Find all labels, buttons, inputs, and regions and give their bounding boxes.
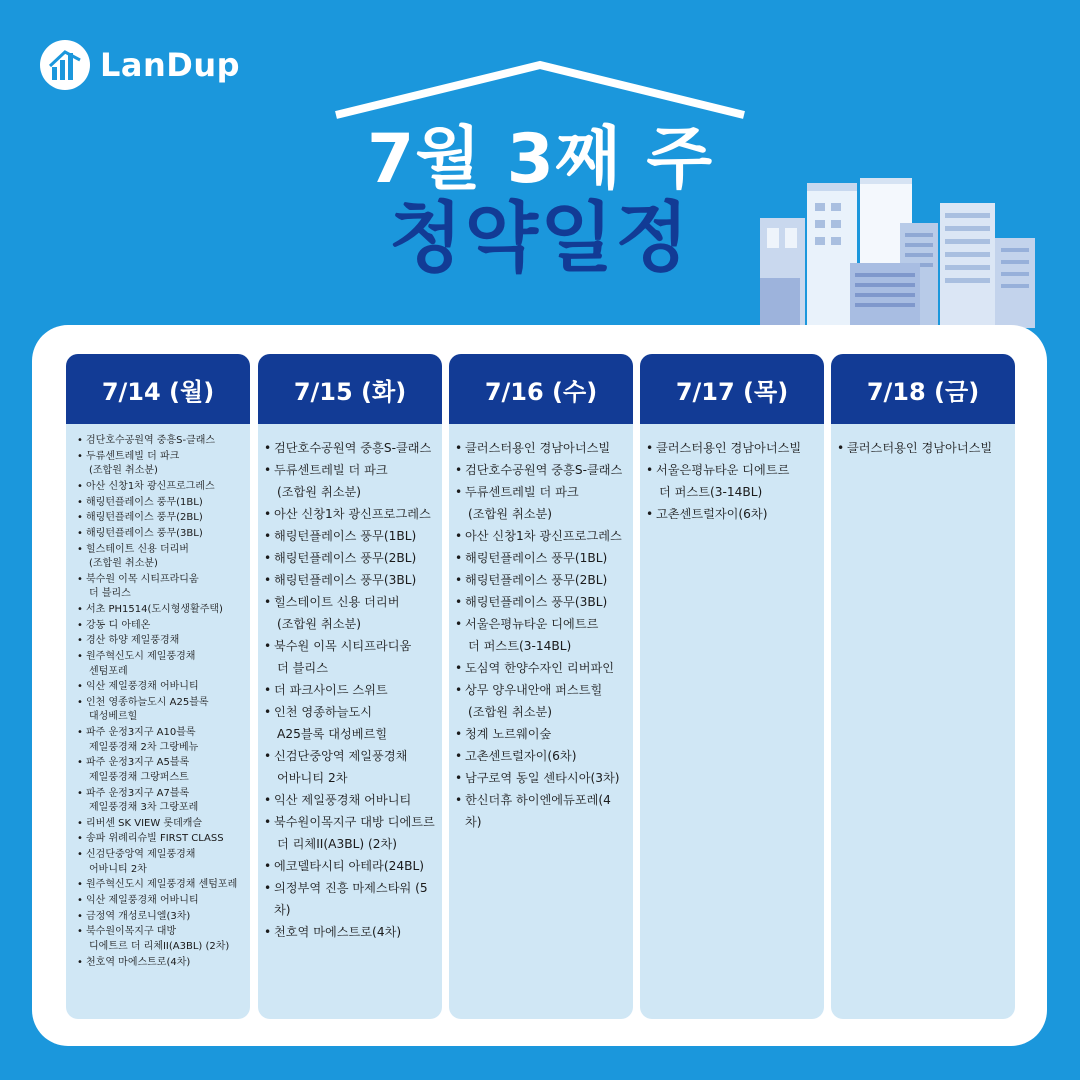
day-column-fri [831,354,1015,1019]
day-items [258,424,442,943]
schedule-item: • 파주 운정3지구 A7블록 제일풍경채 3차 그랑포레 [86,787,246,816]
schedule-item: • 강동 디 아테온 [86,619,246,634]
schedule-item: • 송파 위례리슈빌 FIRST CLASS [86,832,246,847]
schedule-item: • 익산 제일풍경채 어바니티 [86,680,246,695]
day-column-mon [66,354,250,1019]
schedule-item: • 해링턴플레이스 풍무(1BL) [86,496,246,511]
schedule-item: • 두류센트레빌 더 파크 (조합원 취소분) [465,481,627,525]
schedule-item: • 서초 PH1514(도시형생활주택) [86,603,246,618]
schedule-item: • 익산 제일풍경채 어바니티 [274,789,436,811]
schedule-item: • 경산 하양 제일풍경채 [86,634,246,649]
schedule-item: • 클러스터용인 경남아너스빌 [465,437,627,459]
schedule-item: • 해링턴플레이스 풍무(1BL) [274,525,436,547]
schedule-item: • 의정부역 진흥 마제스타워 (5차) [274,877,436,921]
day-items [66,424,250,970]
schedule-item: • 고촌센트럴자이(6차) [656,503,818,525]
day-header: 7/18 (금) [831,354,1015,424]
schedule-item: • 해링턴플레이스 풍무(2BL) [86,511,246,526]
schedule-item: • 검단호수공원역 중흥S-클래스 [465,459,627,481]
brand-name: LanDup [100,46,241,84]
schedule-item: • 아산 신창1차 광신프로그레스 [465,525,627,547]
schedule-item: • 상무 양우내안애 퍼스트힐 (조합원 취소분) [465,679,627,723]
schedule-item: • 인천 영종하늘도시 A25블록 대성베르힐 [274,701,436,745]
brand-logo [40,40,240,90]
day-header: 7/14 (월) [66,354,250,424]
schedule-item: • 북수원이목지구 대방 디에트르 더 리체II(A3BL) (2차) [86,925,246,954]
schedule-item: • 익산 제일풍경채 어바니티 [86,894,246,909]
landup-logo-icon [40,40,90,90]
schedule-item: • 북수원이목지구 대방 디에트르 더 리체II(A3BL) (2차) [274,811,436,855]
schedule-item: • 파주 운정3지구 A10블록 제일풍경채 2차 그랑베뉴 [86,726,246,755]
schedule-item: • 아산 신창1차 광신프로그레스 [86,480,246,495]
schedule-item: • 두류센트레빌 더 파크 (조합원 취소분) [274,459,436,503]
schedule-item: • 한신더휴 하이엔에듀포레(4차) [465,789,627,833]
schedule-item: • 파주 운정3지구 A5블록 제일풍경채 그랑퍼스트 [86,756,246,785]
schedule-item: • 해링턴플레이스 풍무(2BL) [274,547,436,569]
schedule-item: • 원주혁신도시 제일풍경채 센텀포레 [86,650,246,679]
schedule-item: • 인천 영종하늘도시 A25블록 대성베르힐 [86,696,246,725]
roof-outline [330,60,750,120]
schedule-item: • 클러스터용인 경남아너스빌 [847,437,1009,459]
schedule-item: • 천호역 마에스트로(4차) [274,921,436,943]
schedule-item: • 북수원 이목 시티프라디움 더 블리스 [86,573,246,602]
schedule-item: • 청계 노르웨이숲 [465,723,627,745]
schedule-item: • 천호역 마에스트로(4차) [86,956,246,971]
schedule-item: • 고촌센트럴자이(6차) [465,745,627,767]
schedule-item: • 신검단중앙역 제일풍경채 어바니티 2차 [274,745,436,789]
schedule-item: • 검단호수공원역 중흥S-클래스 [86,434,246,449]
day-column-thu [640,354,824,1019]
day-column-tue [258,354,442,1019]
schedule-item: • 힐스테이트 신용 더리버 (조합원 취소분) [86,543,246,572]
schedule-item: • 아산 신창1차 광신프로그레스 [274,503,436,525]
schedule-item: • 힐스테이트 신용 더리버 (조합원 취소분) [274,591,436,635]
day-items [640,424,824,525]
schedule-item: • 원주혁신도시 제일풍경채 센텀포레 [86,878,246,893]
schedule-item: • 두류센트레빌 더 파크 (조합원 취소분) [86,450,246,479]
schedule-item: • 해링턴플레이스 풍무(1BL) [465,547,627,569]
schedule-item: • 서울은평뉴타운 디에트르 더 퍼스트(3-14BL) [656,459,818,503]
day-header: 7/16 (수) [449,354,633,424]
day-items [449,424,633,833]
page-title-line2: 청약일정 [389,193,691,282]
schedule-item: • 더 파크사이드 스위트 [274,679,436,701]
schedule-item: • 해링턴플레이스 풍무(3BL) [274,569,436,591]
schedule-item: • 금정역 개성로니엘(3차) [86,910,246,925]
schedule-item: • 해링턴플레이스 풍무(3BL) [465,591,627,613]
day-items [831,424,1015,459]
schedule-item: • 북수원 이목 시티프라디움 더 블리스 [274,635,436,679]
schedule-item: • 리버센 SK VIEW 롯데캐슬 [86,817,246,832]
schedule-item: • 남구로역 동일 센타시아(3차) [465,767,627,789]
schedule-item: • 서울은평뉴타운 디에트르 더 퍼스트(3-14BL) [465,613,627,657]
day-column-wed [449,354,633,1019]
schedule-item: • 신검단중앙역 제일풍경채 어바니티 2차 [86,848,246,877]
schedule-item: • 클러스터용인 경남아너스빌 [656,437,818,459]
day-header: 7/17 (목) [640,354,824,424]
schedule-item: • 해링턴플레이스 풍무(3BL) [86,527,246,542]
schedule-item: • 에코델타시티 아테라(24BL) [274,855,436,877]
city-buildings-illustration [755,178,1040,328]
schedule-item: • 해링턴플레이스 풍무(2BL) [465,569,627,591]
day-header: 7/15 (화) [258,354,442,424]
page-title-line1: 7월 3째 주 [366,120,714,199]
schedule-item: • 검단호수공원역 중흥S-클래스 [274,437,436,459]
schedule-item: • 도심역 한양수자인 리버파인 [465,657,627,679]
